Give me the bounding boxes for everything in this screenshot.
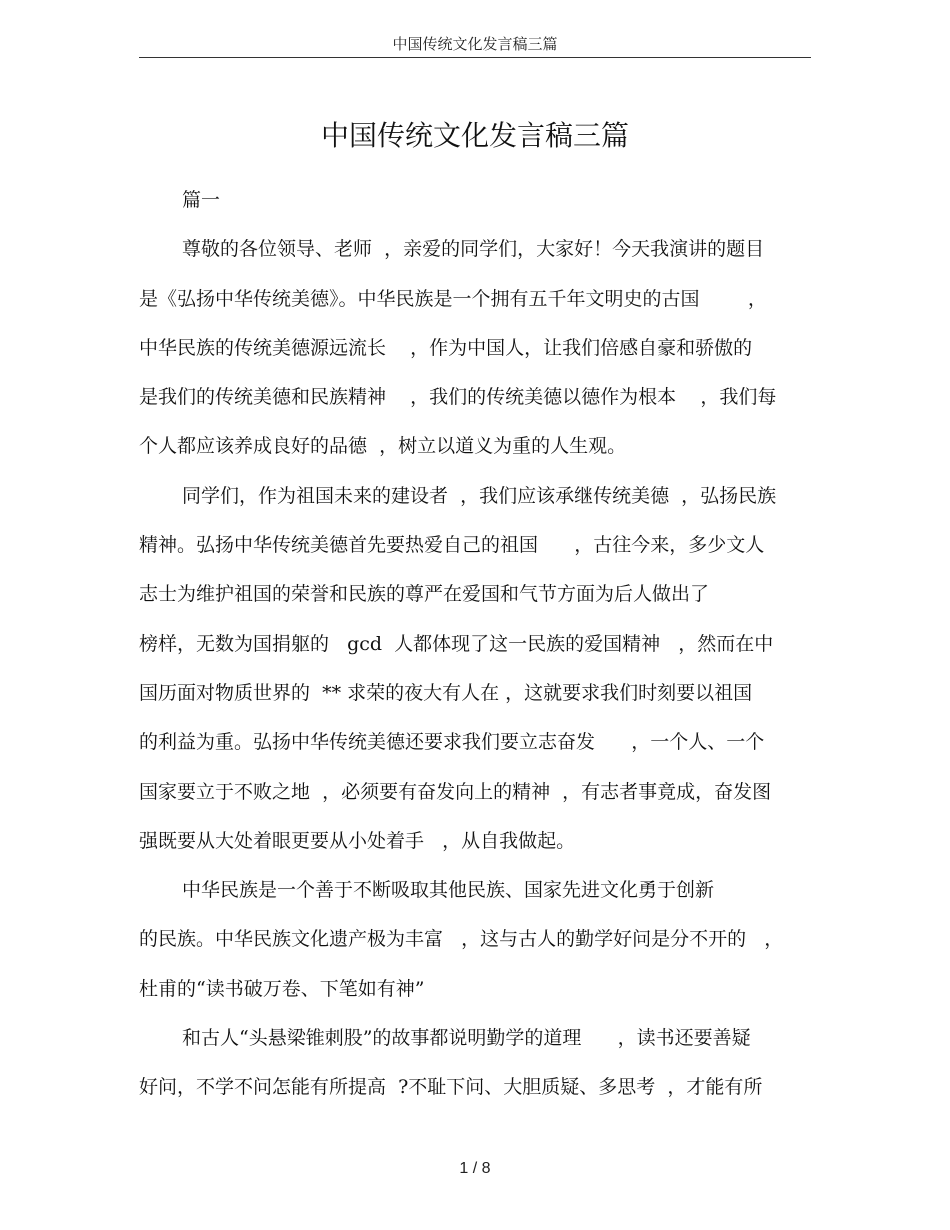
body-line: 个人都应该养成良好的品德 ，树立以道义为重的人生观。 <box>139 435 627 458</box>
body-line: 国家要立于不败之地 ，必须要有奋发向上的精神 ，有志者事竟成，奋发图 <box>139 780 772 803</box>
body-line: 好问，不学不问怎能有所提高 ?不耻下问、大胆质疑、多思考 ，才能有所 <box>139 1076 763 1099</box>
body-line: 的利益为重。弘扬中华传统美德还要求我们要立志奋发 ，一个人、一个 <box>139 731 765 754</box>
body-line: 同学们，作为祖国未来的建设者 ，我们应该承继传统美德 ，弘扬民族 <box>182 484 777 507</box>
body-line: 是《弘扬中华传统美德》。中华民族是一个拥有五千年文明史的古国 ， <box>139 287 767 310</box>
document-title: 中国传统文化发言稿三篇 <box>320 119 629 152</box>
body-line: 志士为维护祖国的荣誉和民族的尊严在爱国和气节方面为后人做出了 <box>139 583 710 606</box>
body-line: 是我们的传统美德和民族精神 ，我们的传统美德以德作为根本 ，我们每 <box>139 386 777 409</box>
header-divider <box>139 57 811 58</box>
body-line: 国历面对物质世界的 ** 求荣的夜大有人在 ，这就要求我们时刻要以祖国 <box>139 681 753 704</box>
running-header: 中国传统文化发言稿三篇 <box>392 35 558 53</box>
body-line: 中华民族是一个善于不断吸取其他民族、国家先进文化勇于创新 <box>182 879 715 902</box>
section-heading: 篇一 <box>182 189 221 211</box>
body-line: 中华民族的传统美德源远流长 ，作为中国人，让我们倍感自豪和骄傲的 <box>139 336 753 359</box>
body-line: 榜样，无数为国捐躯的 gcd 人都体现了这一民族的爱国精神 ，然而在中 <box>139 632 774 655</box>
body-line: 的民族。中华民族文化遗产极为丰富 ，这与古人的勤学好问是分不开的 ， <box>139 928 784 951</box>
document-body <box>139 176 811 1113</box>
body-line: 精神。弘扬中华传统美德首先要热爱自己的祖国 ，古往今来，多少文人 <box>139 534 765 557</box>
page-number: 1 / 8 <box>459 1160 491 1177</box>
body-line: 杜甫的“读书破万卷、下笔如有神” <box>139 977 425 1000</box>
body-line: 和古人“头悬梁锥刺股”的故事都说明勤学的道理 ，读书还要善疑 <box>182 1027 751 1050</box>
body-line: 尊敬的各位领导、老师 ，亲爱的同学们，大家好！今天我演讲的题目 <box>182 238 765 261</box>
body-line: 强既要从大处着眼更要从小处着手 ，从自我做起。 <box>139 829 576 852</box>
